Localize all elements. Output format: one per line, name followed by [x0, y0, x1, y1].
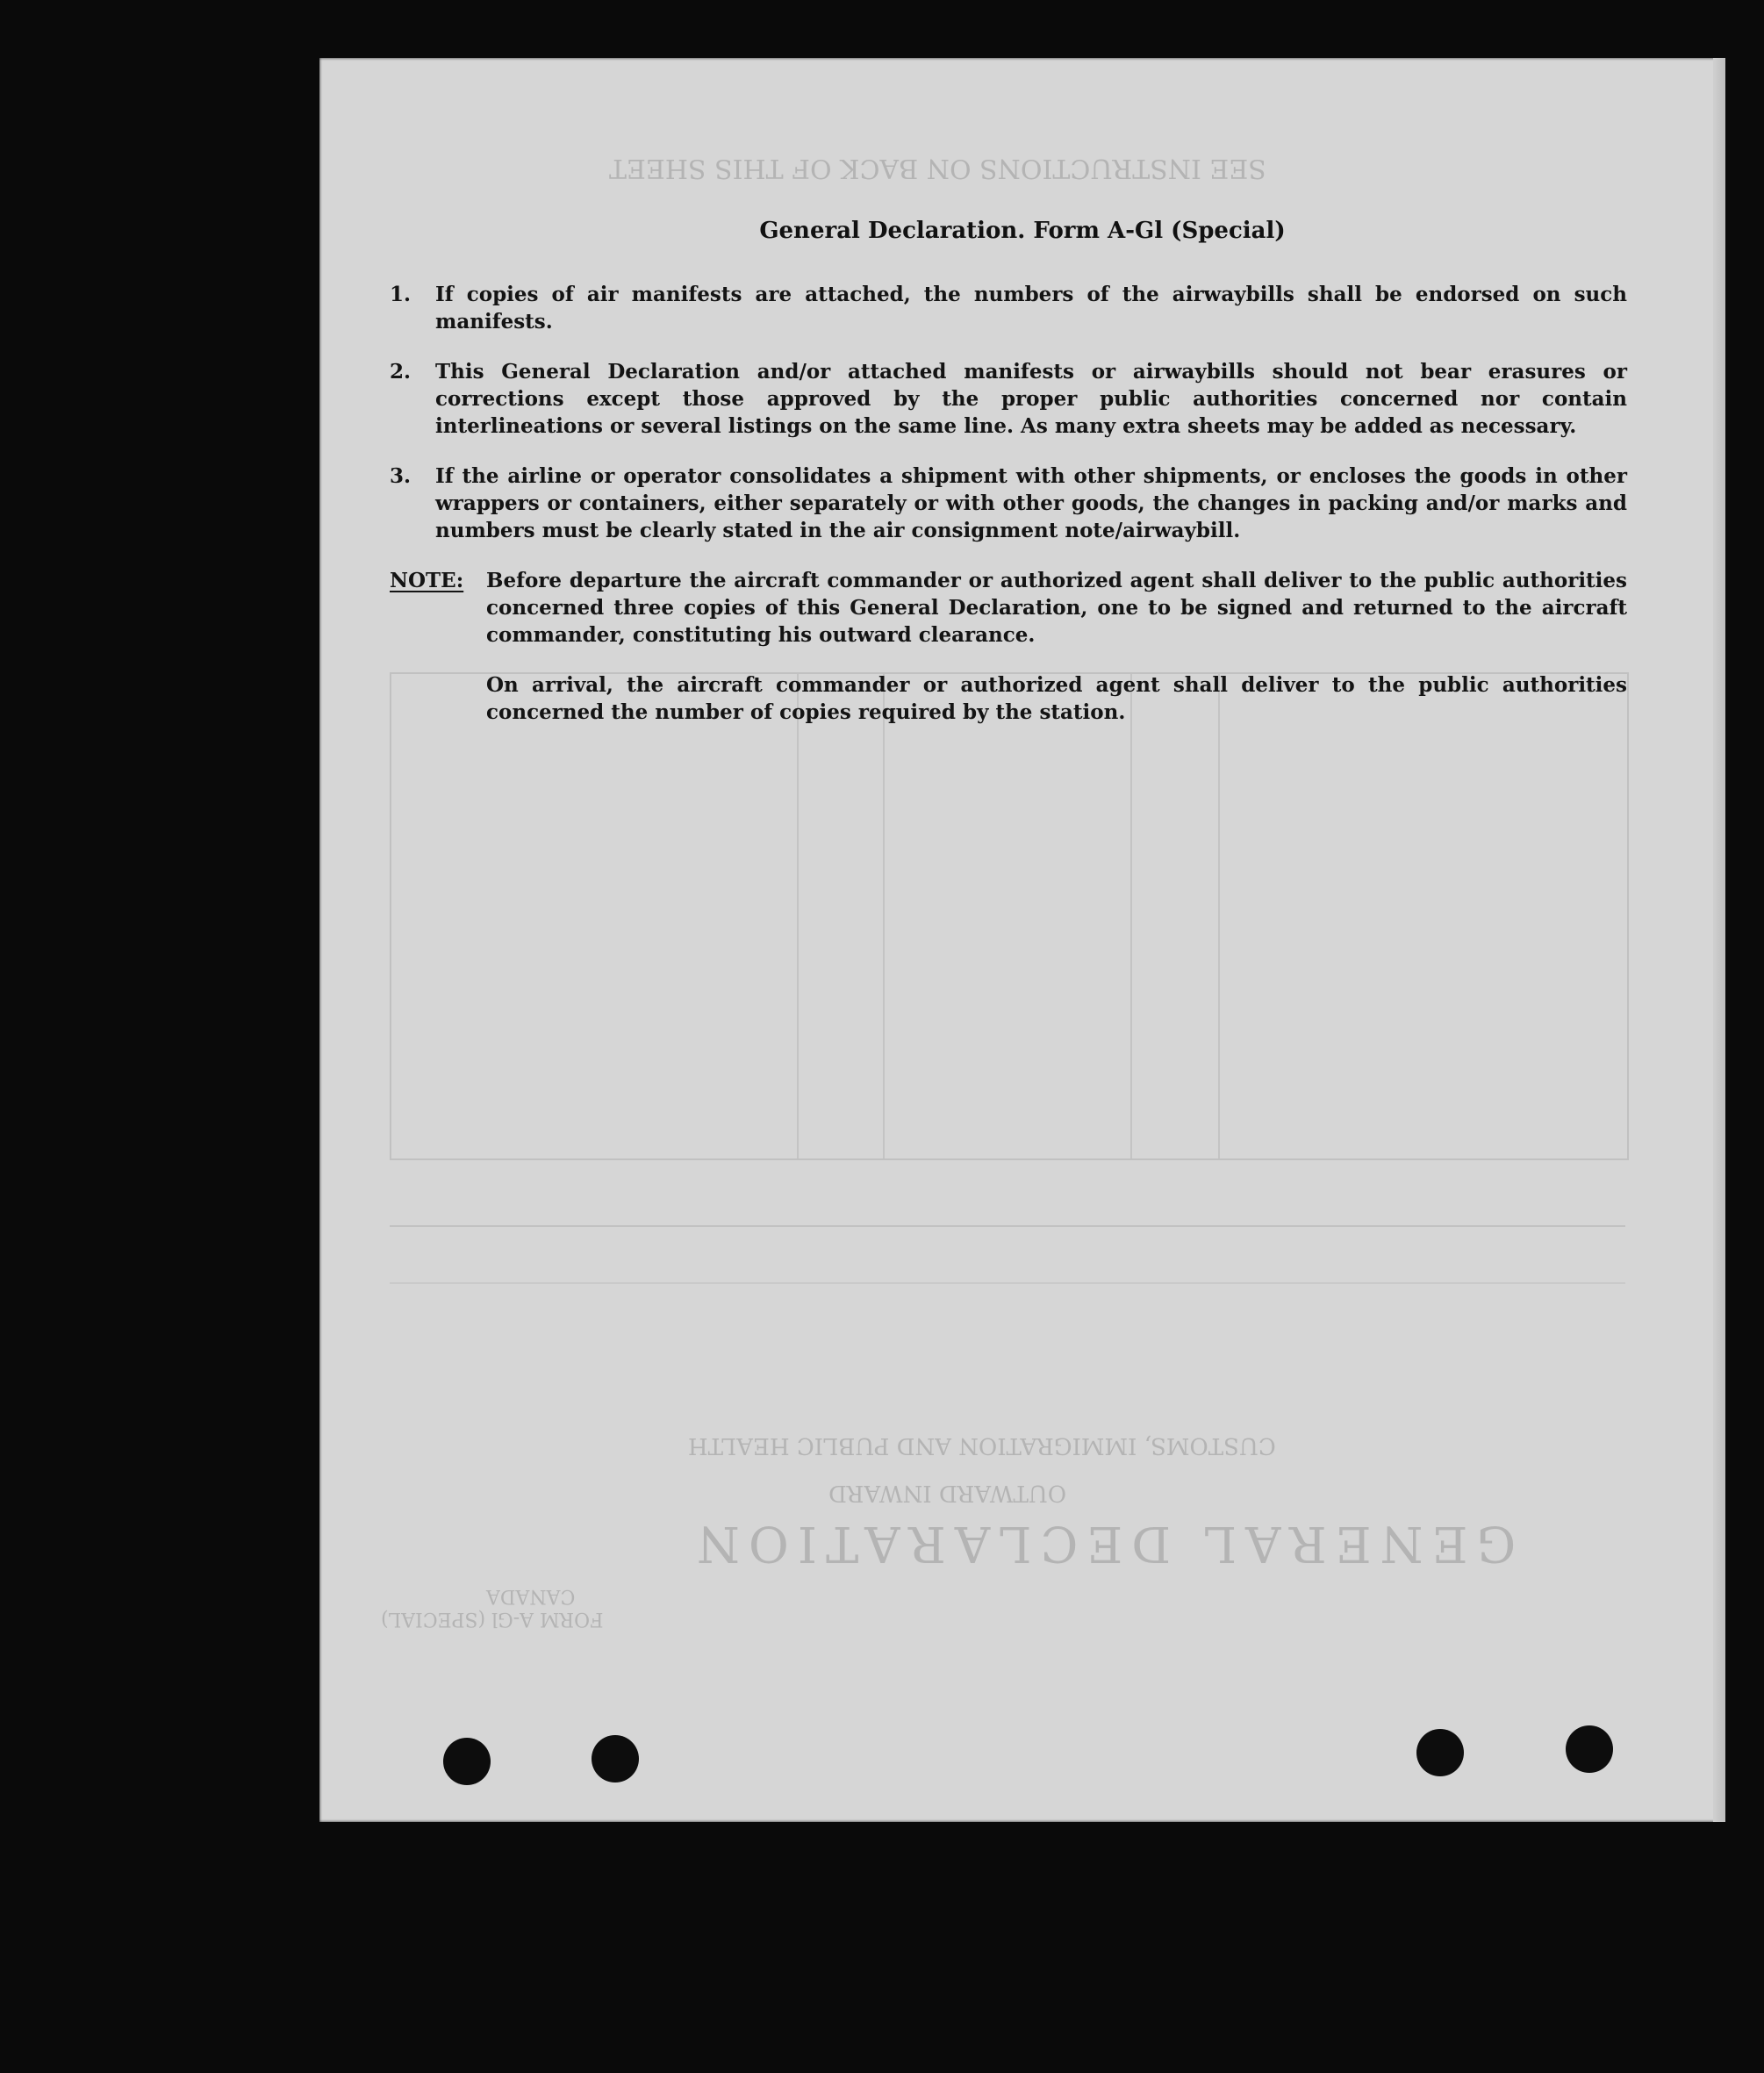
bleed-through-instructions: SEE INSTRUCTIONS ON BACK OF THIS SHEET: [609, 153, 1266, 183]
punch-hole: [443, 1738, 491, 1785]
bleed-through-customs: CUSTOMS, IMMIGRATION AND PUBLIC HEALTH: [688, 1432, 1276, 1459]
instruction-number: 1.: [390, 283, 412, 306]
bleed-through-country: CANADA: [486, 1585, 576, 1607]
note-paragraph: On arrival, the aircraft commander or authorized agent shall deliver to the public authorities concerned the number of copies required by the station.: [486, 673, 1627, 724]
instruction-text: If the airline or operator consolidates a shipment with other shipments, or encloses the goods in other wrappers or containers, either separately or with other goods, the changes in packing and/or marks and numbers must be clearly stated in the air consignment note/airwaybill.: [435, 464, 1627, 542]
note-section: [390, 567, 1627, 749]
instruction-item: [390, 358, 1627, 440]
note-body: [486, 567, 1627, 749]
bleed-through-title: GENERAL DECLARATION: [688, 1515, 1517, 1572]
punch-hole: [1416, 1729, 1464, 1776]
instruction-number: 2.: [390, 360, 412, 384]
note-label: NOTE:: [390, 569, 464, 592]
instruction-item: [390, 281, 1627, 335]
punch-hole: [592, 1735, 639, 1782]
instructions-list: [390, 281, 1627, 749]
bleed-through-form: FORM A-Gl (SPECIAL): [381, 1608, 604, 1630]
bleed-through-rule: [390, 1282, 1625, 1284]
bleed-through-outward-inward: OUTWARD INWARD: [828, 1480, 1067, 1506]
note-paragraph: Before departure the aircraft commander or authorized agent shall deliver to the public authorities concerned three copies of this General Declaration, one to be signed and returned to the aircraft commander, constituting his outward clearance.: [486, 569, 1627, 647]
document-sheet: [319, 58, 1725, 1822]
document-title: General Declaration. Form A-Gl (Special): [759, 218, 1286, 244]
instruction-number: 3.: [390, 464, 412, 488]
instruction-item: [390, 463, 1627, 544]
punch-hole: [1566, 1725, 1613, 1773]
sheet-edge: [1713, 58, 1725, 1822]
bleed-through-rule: [390, 1225, 1625, 1227]
instruction-text: If copies of air manifests are attached, the numbers of the airwaybills shall be endorsed on such manifests.: [435, 283, 1627, 334]
instruction-text: This General Declaration and/or attached manifests or airwaybills should not bear erasures or corrections except those approved by the proper public authorities concerned nor contain interlineations or several listings on the same line. As many extra sheets may be added as necessary.: [435, 360, 1627, 438]
